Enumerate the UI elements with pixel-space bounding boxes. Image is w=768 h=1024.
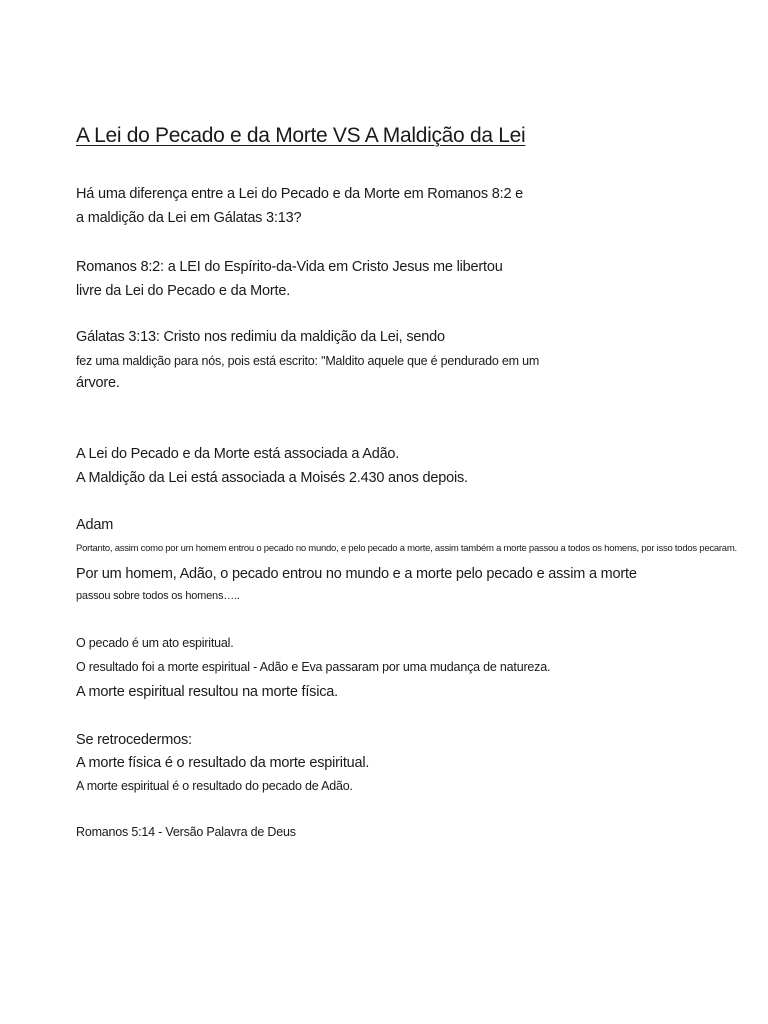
romans-8-2-line-1: Romanos 8:2: a LEI do Espírito-da-Vida em Cristo Jesus me libertou bbox=[76, 259, 503, 275]
sin-line-2: O resultado foi a morte espiritual - Adão e Eva passaram por uma mudança de natureza. bbox=[76, 660, 551, 674]
association-line-1: A Lei do Pecado e da Morte está associada a Adão. bbox=[76, 446, 400, 462]
question-line-2: a maldição da Lei em Gálatas 3:13? bbox=[76, 210, 302, 226]
backtrack-line-3: A morte espiritual é o resultado do pecado de Adão. bbox=[76, 779, 353, 793]
galatians-3-13-line-2: fez uma maldição para nós, pois está escrito: "Maldito aquele que é pendurado em um bbox=[76, 354, 540, 368]
sin-line-3: A morte espiritual resultou na morte física. bbox=[76, 684, 338, 700]
backtrack-line-2: A morte física é o resultado da morte espiritual. bbox=[76, 755, 370, 771]
association-line-2: A Maldição da Lei está associada a Moisés 2.430 anos depois. bbox=[76, 470, 468, 486]
adam-verse: Portanto, assim como por um homem entrou o pecado no mundo, e pelo pecado a morte, assim também a morte passou a todos os homens, por isso todos pecaram. bbox=[76, 543, 737, 554]
backtrack-line-1: Se retrocedermos: bbox=[76, 732, 192, 748]
galatians-3-13-line-1: Gálatas 3:13: Cristo nos redimiu da maldição da Lei, sendo bbox=[76, 329, 445, 345]
adam-heading: Adam bbox=[76, 517, 114, 533]
document-title: A Lei do Pecado e da Morte VS A Maldição da Lei bbox=[76, 124, 526, 147]
adam-line-2: passou sobre todos os homens….. bbox=[76, 590, 240, 602]
romans-8-2-line-2: livre da Lei do Pecado e da Morte. bbox=[76, 283, 291, 299]
galatians-3-13-line-3: árvore. bbox=[76, 375, 120, 391]
reference-line: Romanos 5:14 - Versão Palavra de Deus bbox=[76, 825, 296, 839]
sin-line-1: O pecado é um ato espiritual. bbox=[76, 636, 234, 650]
adam-line-1: Por um homem, Adão, o pecado entrou no mundo e a morte pelo pecado e assim a morte bbox=[76, 566, 637, 582]
question-line-1: Há uma diferença entre a Lei do Pecado e da Morte em Romanos 8:2 e bbox=[76, 186, 524, 202]
